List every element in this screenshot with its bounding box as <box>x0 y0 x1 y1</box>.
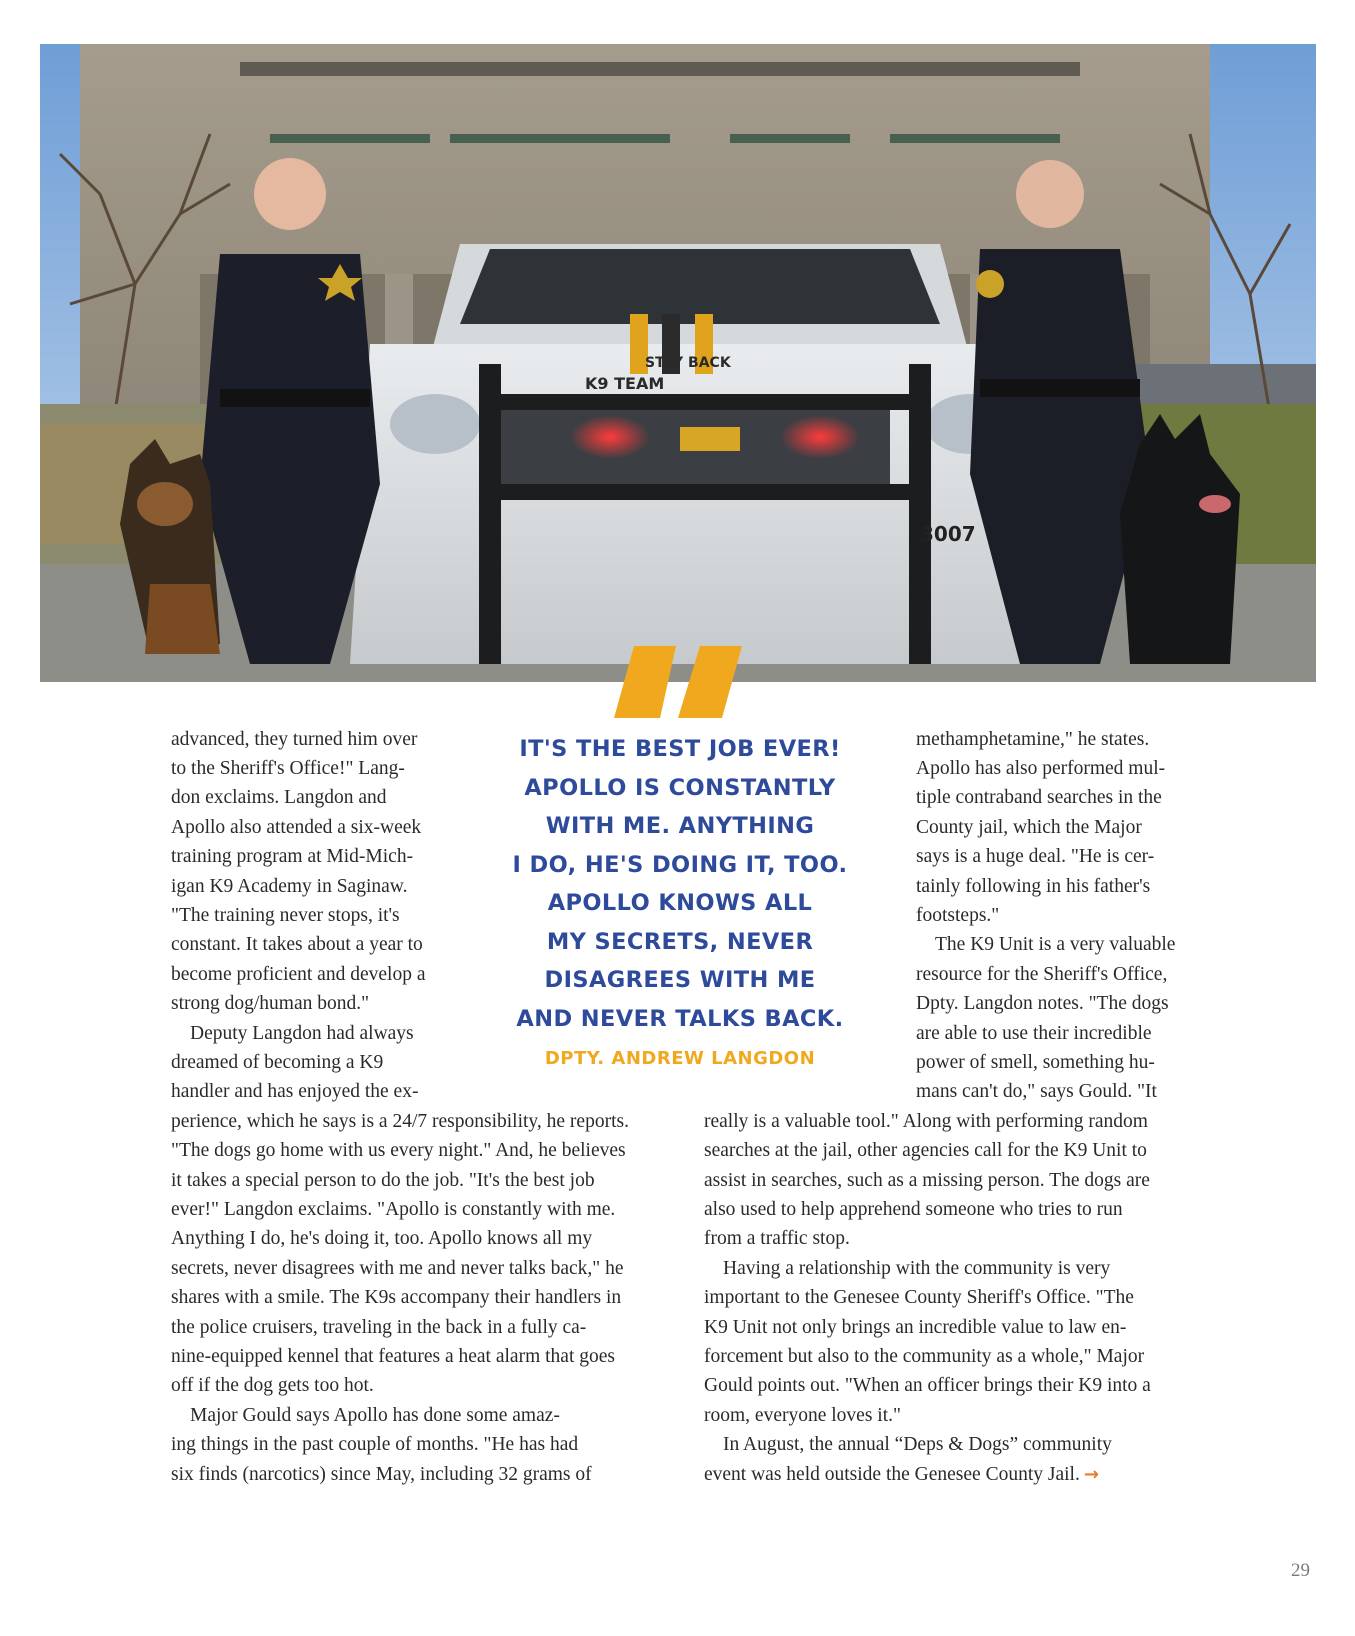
body-line: "The dogs go home with us every night." And, he believes <box>171 1140 626 1161</box>
body-line: In August, the annual “Deps & Dogs” community <box>723 1434 1112 1455</box>
body-line: advanced, they turned him over <box>171 729 418 750</box>
pull-quote-line: DISAGREES WITH ME <box>544 967 816 993</box>
pull-quote-line: AND NEVER TALKS BACK. <box>516 1005 844 1032</box>
pull-quote-line: I DO, HE'S DOING IT, TOO. <box>512 851 848 878</box>
body-line: K9 Unit not only brings an incredible value to law en- <box>704 1317 1127 1338</box>
body-line: tainly following in his father's <box>916 876 1151 897</box>
body-line: six finds (narcotics) since May, including 32 grams of <box>171 1464 592 1485</box>
body-line: dreamed of becoming a K9 <box>171 1052 384 1073</box>
body-line: it takes a special person to do the job. "It's the best job <box>171 1170 595 1191</box>
body-line: tiple contraband searches in the <box>916 787 1162 808</box>
body-line: ing things in the past couple of months. "He has had <box>171 1434 579 1455</box>
quote-mark-icon <box>614 646 744 718</box>
body-line: Deputy Langdon had always <box>190 1023 414 1044</box>
body-line: event was held outside the Genesee County Jail. <box>704 1464 1080 1485</box>
body-line: County jail, which the Major <box>916 817 1142 838</box>
pull-quote-line: APOLLO KNOWS ALL <box>547 890 813 916</box>
body-line: to the Sheriff's Office!" Lang- <box>171 758 405 779</box>
body-line: from a traffic stop. <box>704 1228 850 1249</box>
body-line: Having a relationship with the community is very <box>723 1258 1111 1279</box>
body-line: says is a huge deal. "He is cer- <box>916 846 1155 867</box>
body-line: strong dog/human bond." <box>171 993 370 1014</box>
body-line: also used to help apprehend someone who tries to run <box>704 1199 1123 1220</box>
pull-quote-line: MY SECRETS, NEVER <box>546 928 814 955</box>
body-line: Apollo has also performed mul- <box>916 758 1166 779</box>
police-truck <box>350 244 1050 664</box>
body-line: nine-equipped kennel that features a heat alarm that goes <box>171 1346 615 1367</box>
hero-photo <box>40 44 1316 682</box>
body-line: The K9 Unit is a very valuable <box>935 934 1176 955</box>
body-line: footsteps." <box>916 905 1000 926</box>
body-line: become proficient and develop a <box>171 964 426 985</box>
arrow-right-icon: → <box>1083 1464 1099 1485</box>
body-line: Anything I do, he's doing it, too. Apollo knows all my <box>171 1228 593 1249</box>
body-line: training program at Mid-Mich- <box>171 846 414 867</box>
body-line: ever!" Langdon exclaims. "Apollo is constantly with me. <box>171 1199 616 1220</box>
pull-quote-attribution: DPTY. ANDREW LANGDON <box>544 1048 816 1069</box>
body-line: the police cruisers, traveling in the back in a fully ca- <box>171 1317 587 1338</box>
body-line-last <box>704 1460 1099 1489</box>
pull-quote-line: WITH ME. ANYTHING <box>545 813 815 839</box>
body-line: handler and has enjoyed the ex- <box>171 1081 419 1102</box>
body-line: room, everyone loves it." <box>704 1405 901 1426</box>
body-line: resource for the Sheriff's Office, <box>916 964 1168 985</box>
body-line: assist in searches, such as a missing person. The dogs are <box>704 1170 1150 1191</box>
body-line: power of smell, something hu- <box>916 1052 1155 1073</box>
body-line: Gould points out. "When an officer brings their K9 into a <box>704 1375 1151 1396</box>
body-line: Apollo also attended a six-week <box>171 817 422 838</box>
body-line: Major Gould says Apollo has done some amaz- <box>190 1405 560 1426</box>
body-line: igan K9 Academy in Saginaw. <box>171 876 408 897</box>
pull-quote <box>488 730 872 1069</box>
grille-text: K9 TEAM <box>585 374 665 393</box>
pull-quote-line: IT'S THE BEST JOB EVER! <box>519 736 841 762</box>
body-line: really is a valuable tool." Along with performing random <box>704 1111 1148 1132</box>
body-line: shares with a smile. The K9s accompany their handlers in <box>171 1287 622 1308</box>
hood-text: STAY BACK <box>645 355 731 371</box>
vehicle-number: 3007 <box>920 522 976 546</box>
body-line: searches at the jail, other agencies call for the K9 Unit to <box>704 1140 1147 1161</box>
body-line: secrets, never disagrees with me and never talks back," he <box>171 1258 624 1279</box>
page-number: 29 <box>1291 1560 1310 1581</box>
body-line: "The training never stops, it's <box>171 905 400 926</box>
body-line: mans can't do," says Gould. "It <box>916 1081 1157 1102</box>
body-line: off if the dog gets too hot. <box>171 1375 374 1396</box>
body-line: forcement but also to the community as a whole," Major <box>704 1346 1145 1367</box>
body-line: constant. It takes about a year to <box>171 934 423 955</box>
body-line: important to the Genesee County Sheriff's Office. "The <box>704 1287 1134 1308</box>
body-line: perience, which he says is a 24/7 responsibility, he reports. <box>171 1111 629 1132</box>
pull-quote-line: APOLLO IS CONSTANTLY <box>524 774 836 801</box>
body-line: methamphetamine," he states. <box>916 729 1150 750</box>
body-line: Dpty. Langdon notes. "The dogs <box>916 993 1169 1014</box>
body-line: are able to use their incredible <box>916 1023 1152 1044</box>
body-line: don exclaims. Langdon and <box>171 787 387 808</box>
